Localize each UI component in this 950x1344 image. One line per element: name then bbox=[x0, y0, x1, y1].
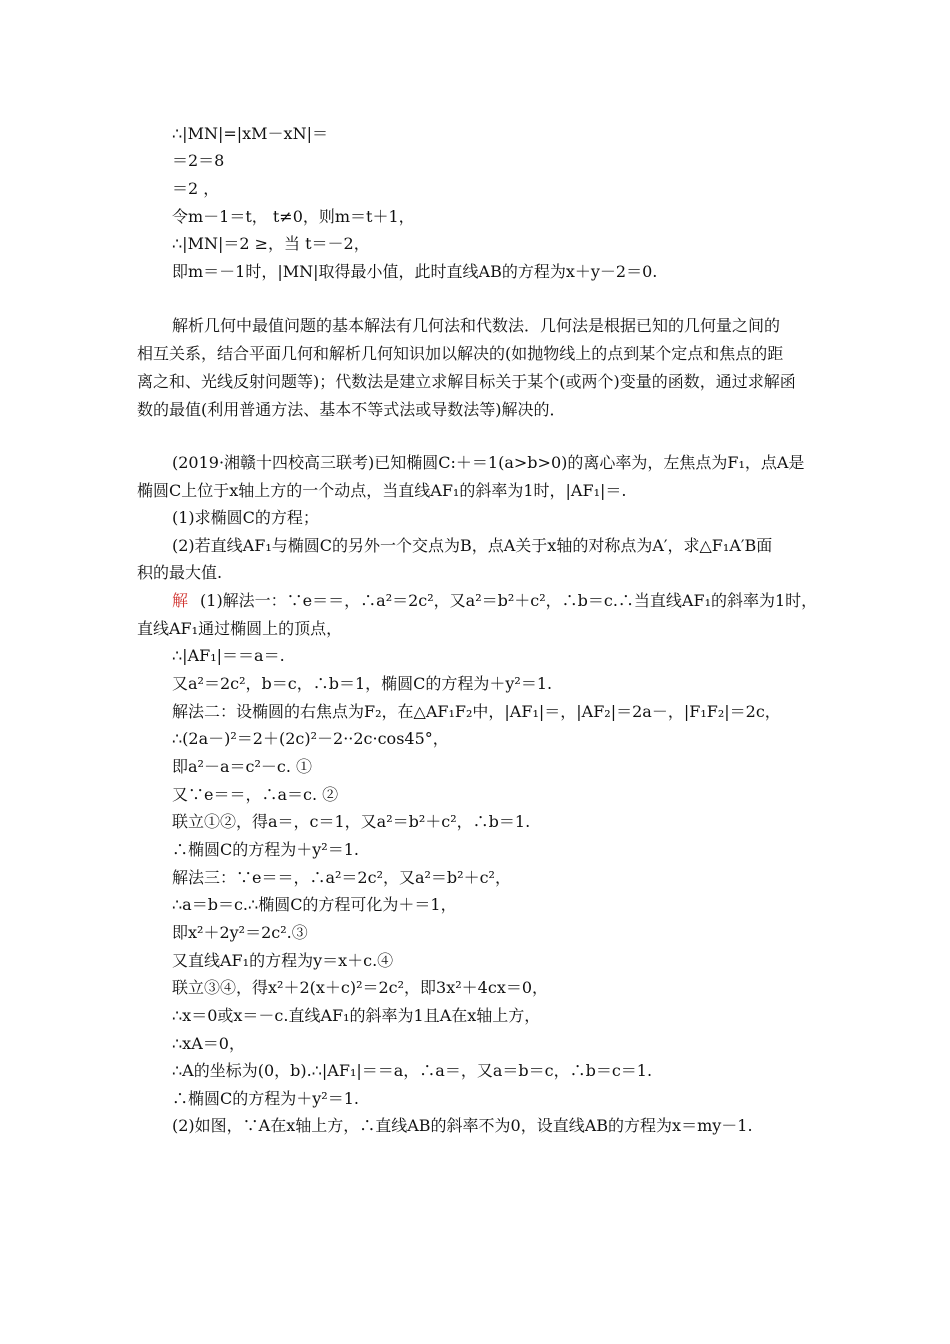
solution-line: 直线AF₁通过椭圆上的顶点， bbox=[137, 619, 343, 638]
text-line: 令m－1＝t， t≠0，则m＝t＋1， bbox=[172, 207, 415, 226]
solution-line: ∴椭圆C的方程为＋y²＝1. bbox=[172, 1089, 359, 1108]
solution-first-line bbox=[172, 591, 817, 611]
note-line: 数的最值(利用普通方法、基本不等式法或导数法等)解决的． bbox=[137, 400, 566, 419]
solution-line: ∴(2a－)²＝2＋(2c)²－2··2c·cos45°， bbox=[172, 729, 449, 748]
text-line: 即m＝－1时，|MN|取得最小值，此时直线AB的方程为x＋y－2＝0. bbox=[172, 262, 658, 281]
note-line: 相互关系，结合平面几何和解析几何知识加以解决的(如抛物线上的点到某个定点和焦点的距 bbox=[137, 344, 784, 363]
problem-line: (2)若直线AF₁与椭圆C的另外一个交点为B，点A关于x轴的对称点为A′，求△F₁A′B面 bbox=[172, 536, 773, 555]
solution-line: 联立①②，得a＝，c＝1，又a²＝b²＋c²，∴b＝1. bbox=[172, 812, 531, 831]
solution-line: 又a²＝2c²，b＝c，∴b＝1，椭圆C的方程为＋y²＝1. bbox=[172, 674, 553, 693]
solution-line: (2)如图，∵A在x轴上方，∴直线AB的斜率不为0，设直线AB的方程为x＝my－1. bbox=[172, 1116, 753, 1135]
solution-line: 又直线AF₁的方程为y＝x＋c.④ bbox=[172, 951, 394, 970]
text-line: ＝2 ， bbox=[172, 179, 220, 198]
solution-line: 解法二：设椭圆的右焦点为F₂，在△AF₁F₂中，|AF₁|＝，|AF₂|＝2a－，|F₁F₂|＝2c， bbox=[172, 702, 781, 721]
problem-line: 椭圆C上位于x轴上方的一个动点，当直线AF₁的斜率为1时，|AF₁|＝. bbox=[137, 481, 627, 500]
text-line: ＝2＝8 bbox=[172, 151, 225, 170]
solution-line: ∴x＝0或x＝－c.直线AF₁的斜率为1且A在x轴上方， bbox=[172, 1006, 541, 1025]
text-line: ∴|MN|＝2 ≥，当 t＝－2， bbox=[172, 234, 370, 253]
note-line: 离之和、光线反射问题等)；代数法是建立求解目标关于某个(或两个)变量的函数，通过求解函 bbox=[137, 372, 796, 391]
solution-line: 又∵e＝＝，∴a＝c. ② bbox=[172, 785, 339, 804]
solution-line: ∴椭圆C的方程为＋y²＝1. bbox=[172, 840, 359, 859]
text-line: ∴|MN|=|xM－xN|＝ bbox=[172, 124, 328, 143]
solution-text: (1)解法一：∵e＝＝，∴a²＝2c²，又a²＝b²＋c²，∴b＝c.∴当直线AF₁的斜率为1时， bbox=[200, 591, 818, 610]
solution-line: ∴xA＝0， bbox=[172, 1034, 245, 1053]
solution-line: ∴|AF₁|＝＝a＝. bbox=[172, 646, 285, 665]
problem-line: 积的最大值. bbox=[137, 563, 223, 582]
solution-line: 解法三：∵e＝＝，∴a²＝2c²，又a²＝b²＋c²， bbox=[172, 868, 511, 887]
note-line: 解析几何中最值问题的基本解法有几何法和代数法．几何法是根据已知的几何量之间的 bbox=[172, 316, 781, 335]
solution-label: 解 bbox=[172, 591, 189, 610]
problem-line: (1)求椭圆C的方程； bbox=[172, 508, 319, 527]
problem-line: (2019·湘赣十四校高三联考)已知椭圆C:＋＝1(a>b>0)的离心率为，左焦点为F₁，点A是 bbox=[172, 453, 805, 472]
solution-line: ∴A的坐标为(0，b).∴|AF₁|＝＝a，∴a＝，又a＝b＝c，∴b＝c＝1. bbox=[172, 1061, 653, 1080]
solution-line: 即x²＋2y²＝2c².③ bbox=[172, 923, 308, 942]
solution-line: 联立③④，得x²＋2(x＋c)²＝2c²，即3x²＋4cx＝0， bbox=[172, 978, 549, 997]
solution-line: ∴a＝b＝c.∴椭圆C的方程可化为＋＝1， bbox=[172, 895, 457, 914]
solution-line: 即a²－a＝c²－c. ① bbox=[172, 757, 313, 776]
